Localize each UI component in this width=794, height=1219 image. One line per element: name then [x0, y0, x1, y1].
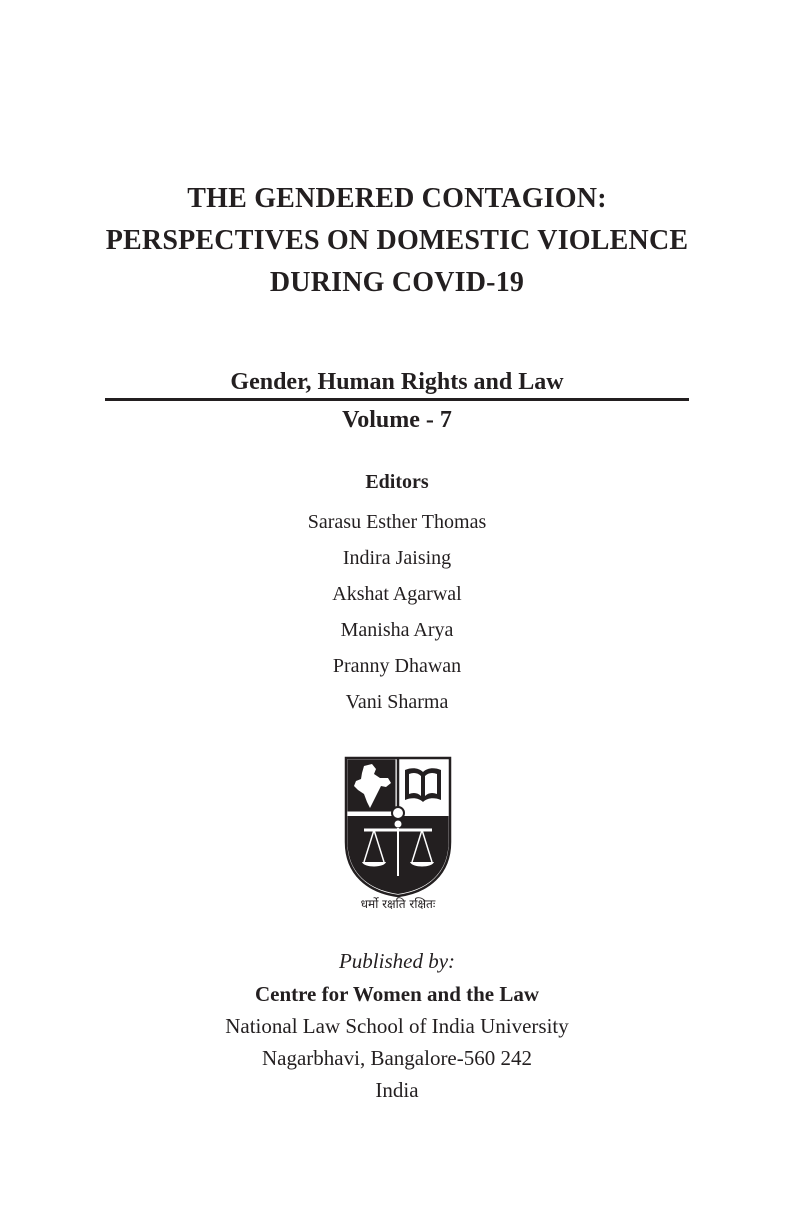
volume-number: Volume - 7 — [342, 407, 452, 433]
published-by-label: Published by: — [338, 949, 456, 973]
title-line-1: THE GENDERED CONTAGION: — [187, 183, 607, 214]
publisher-institution: National Law School of India University — [225, 1014, 569, 1038]
series-divider — [105, 398, 689, 401]
editor-name: Akshat Agarwal — [332, 583, 462, 605]
emblem-motto: धर्मो रक्षति रक्षितः — [360, 897, 436, 911]
publisher-organization: Centre for Women and the Law — [254, 982, 540, 1006]
editor-name: Indira Jaising — [342, 547, 452, 569]
publisher-country: India — [375, 1078, 419, 1102]
book-title — [0, 178, 794, 304]
title-line-3: DURING COVID-19 — [269, 267, 525, 298]
editor-name: Pranny Dhawan — [332, 655, 462, 677]
publisher-address: Nagarbhavi, Bangalore-560 242 — [262, 1046, 532, 1070]
title-line-2: PERSPECTIVES ON DOMESTIC VIOLENCE — [105, 225, 689, 256]
series-name: Gender, Human Rights and Law — [230, 369, 564, 395]
nlsiu-emblem-logo — [336, 756, 460, 912]
editors-list — [0, 504, 794, 720]
editor-name: Sarasu Esther Thomas — [307, 511, 487, 533]
editors-heading: Editors — [365, 471, 429, 493]
publisher-address-block — [0, 1010, 794, 1106]
editor-name: Vani Sharma — [345, 691, 449, 713]
editor-name: Manisha Arya — [340, 619, 454, 641]
